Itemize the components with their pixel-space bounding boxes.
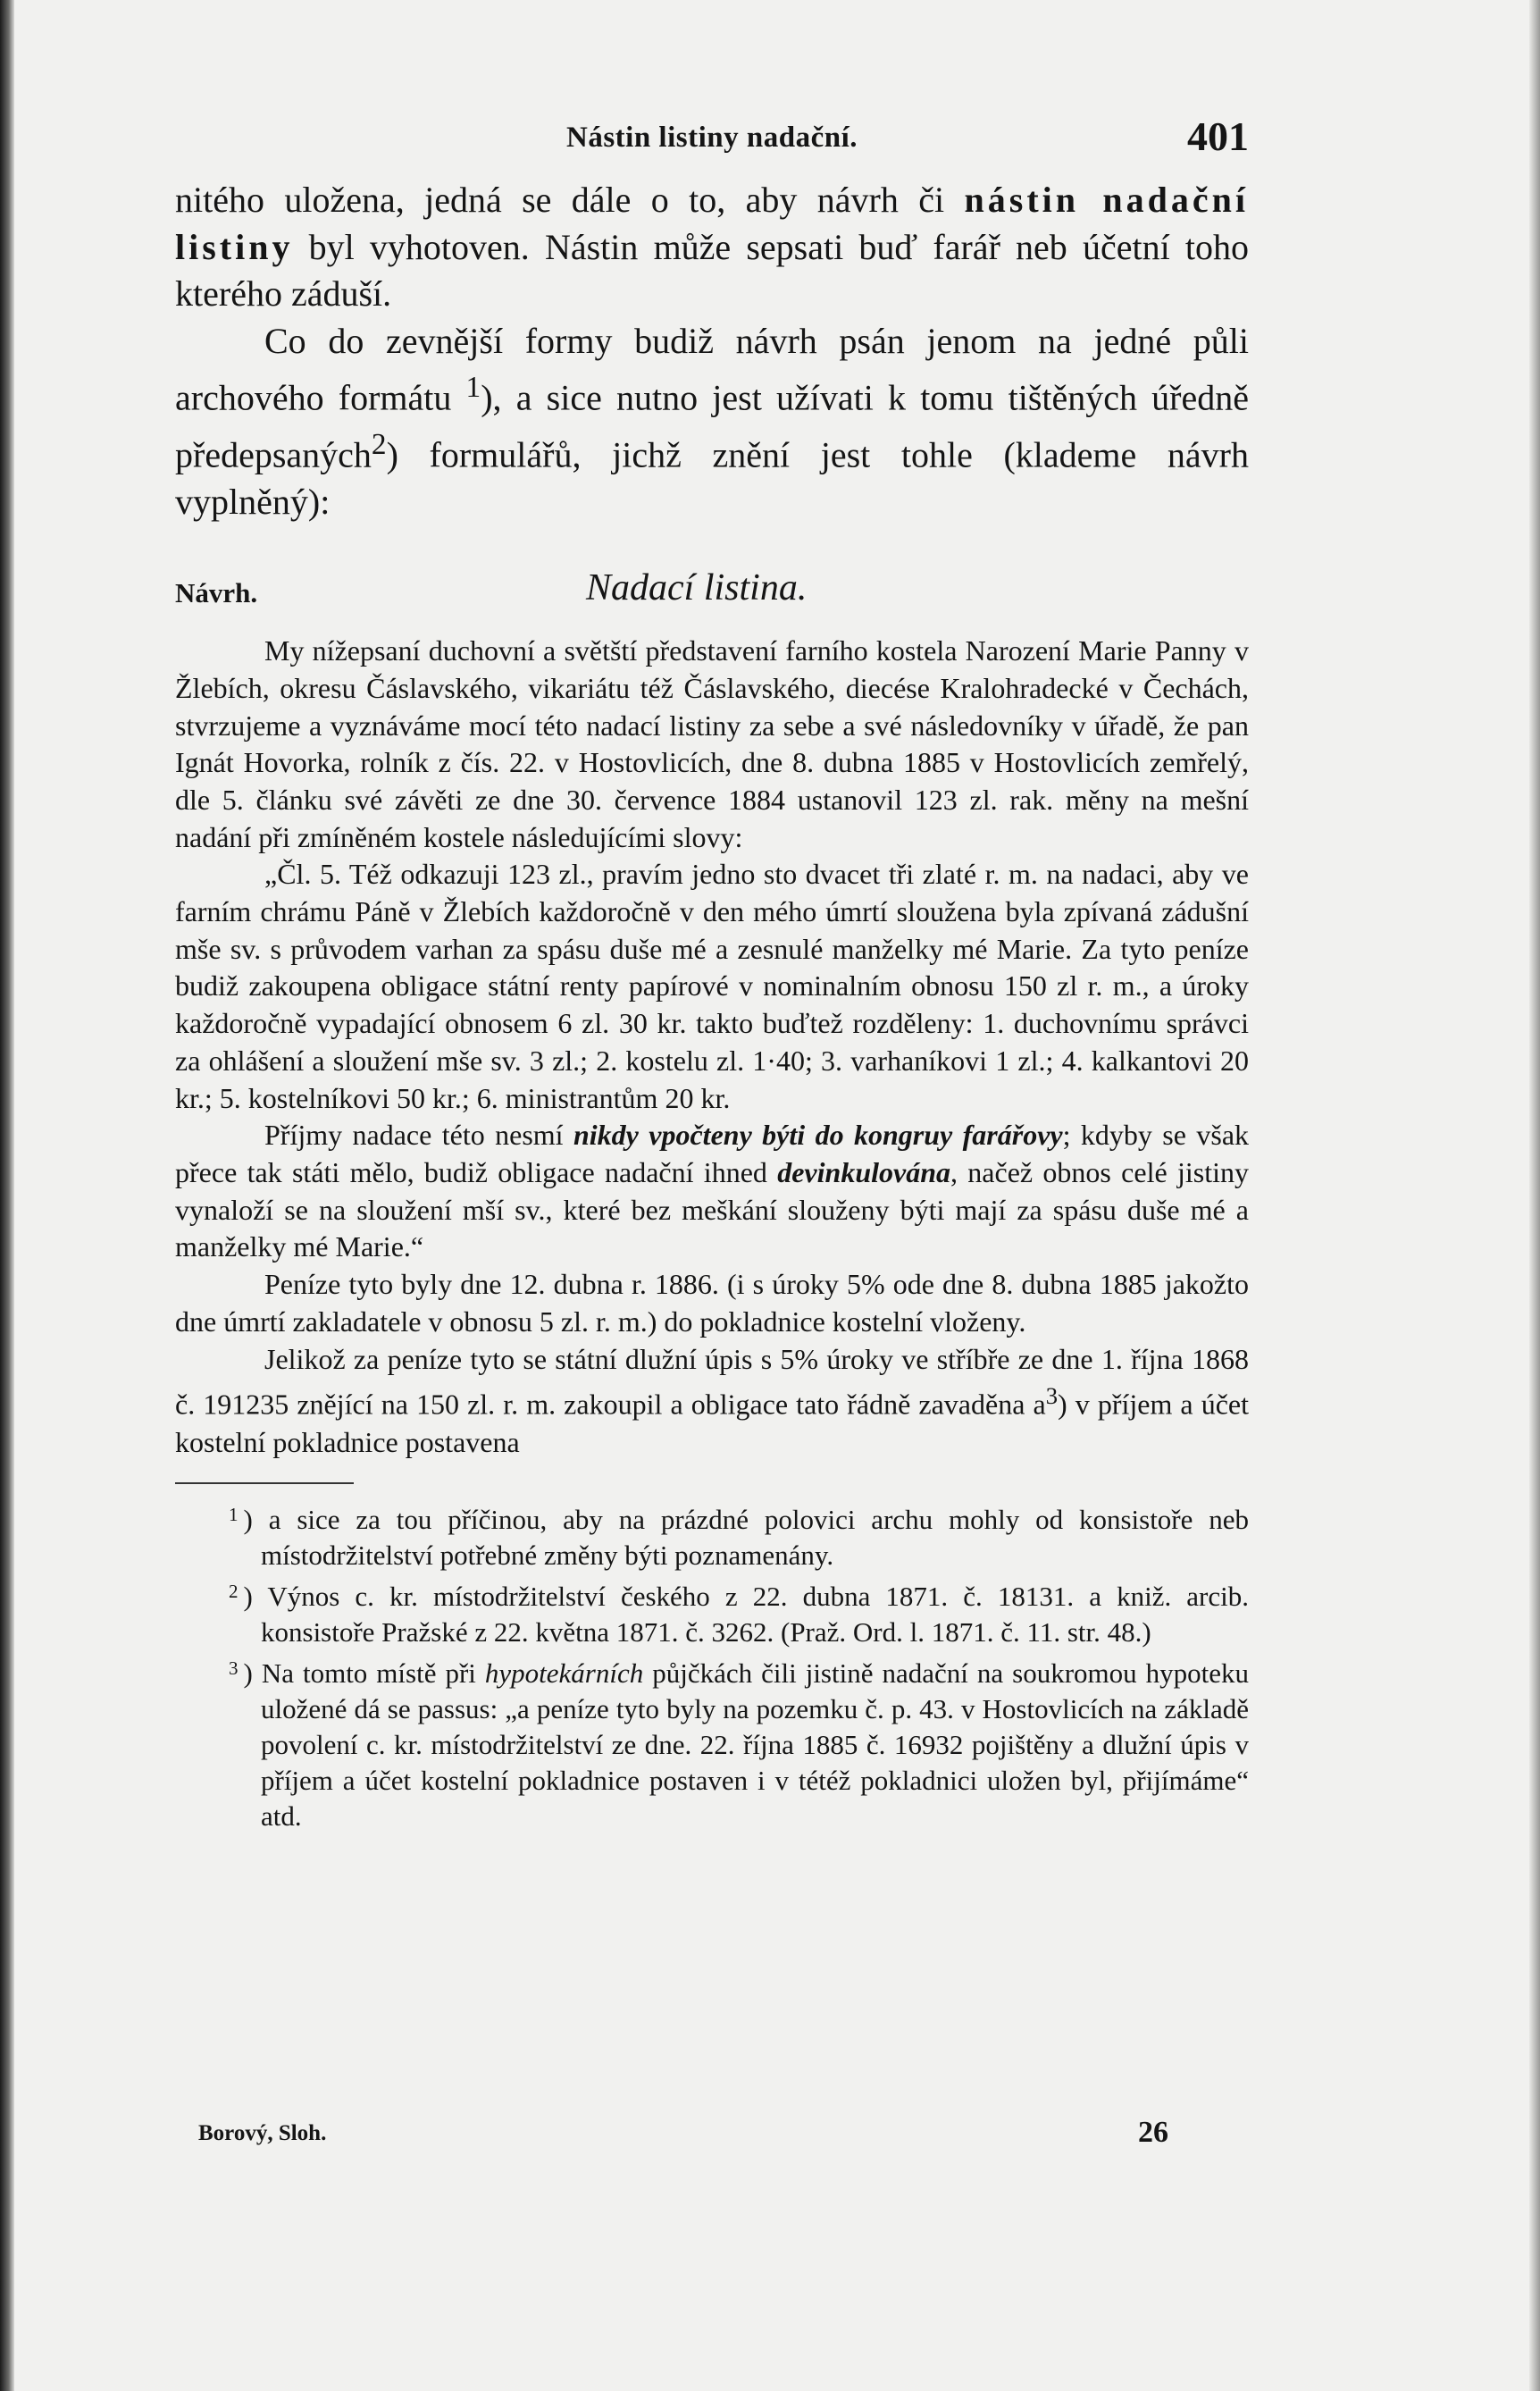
charter-paragraph-1: My nížepsaní duchovní a světští představení farního kostela Narození Marie Panny v Žlebích, okresu Čáslavského, vikariátu též Čáslavského, diecése Kralohradecké v Čechách, stvrzujeme a vyznáváme mocí této nadací listiny za sebe a své následovníky v úřadě, že pan Ignát Hovorka, rolník z čís. 22. v Hostovlicích, dne 8. dubna 1885 v Hostovlicích zemřelý, dle 5. článku své závěti ze dne 30. července 1884 ustanovil 123 zl. rak. měny na mešní nadání při zmíněném kostele následujícími slovy:	[175, 634, 1249, 853]
charter-text	[175, 633, 1249, 1461]
footnote-ref-3: 3	[1045, 1382, 1059, 1410]
footnote-ref-2: 2	[371, 427, 387, 461]
page-number: 401	[1187, 113, 1249, 159]
footnote-3: $^3$ ) Na tomto místě při hypotekárních půjčkách čili jistině nadační na soukromou hypoteku uložené dá se passus: „a peníze tyto byly na pozemku č. p. 43. v Hostovlicích na základě povolení c. kr. místodržitelství ze dne. 22. října 1885 č. 16932 pojištěny a dlužní úpis v příjem a účet kostelní pokladnice postaven i v tétéž pokladnici uložen byl, přijímáme“ atd.	[229, 1657, 1249, 1833]
form-heading	[175, 558, 1249, 633]
charter-paragraph-4: Peníze tyto byly dne 12. dubna r. 1886. (i s úroky 5% ode dne 8. dubna 1885 jakožto dne úmrtí zakladatele v obnosu 5 zl. r. m.) do pokladnice kostelní vloženy.	[175, 1268, 1249, 1338]
footnote-2: $^2$ ) Výnos c. kr. místodržitelství českého z 22. dubna 1871. č. 18131. a kniž. arcib. konsistoře Pražské z 22. května 1871. č. 3262. (Praž. Ord. l. 1871. č. 11. str. 48.)	[229, 1581, 1249, 1649]
intro-paragraph-2: Co do zevnější formy budiž návrh psán jenom na jedné půli archového formátu $^1$), a sice nutno jest užívati k tomu tištěných úředně předepsaných$^2$) formulářů, jichž znění jest tohle (klademe návrh vyplněný):	[175, 320, 1249, 522]
sheet-number: 26	[1138, 2116, 1168, 2149]
intro-paragraph-1: nitého uložena, jedná se dále o to, aby návrh či nástin nadační listiny byl vyhotoven. Nástin může sepsati buď farář neb účetní toho kterého záduší.	[175, 180, 1249, 314]
footnote-divider	[175, 1482, 354, 1484]
printer-signature: Borový, Sloh.	[198, 2121, 327, 2145]
form-title: Nadací listina.	[586, 567, 808, 609]
footnote-1: $^1$ ) a sice za tou příčinou, aby na prázdné polovici archu mohly od konsistoře neb místodržitelství potřebné změny býti poznamenány.	[229, 1504, 1250, 1572]
spaced-term: nástin nadační listiny	[175, 180, 1249, 267]
footnote-ref-1: 1	[465, 371, 481, 404]
charter-paragraph-2: „Čl. 5. Též odkazuji 123 zl., pravím jedno sto dvacet tři zlaté r. m. na nadaci, aby ve farním chrámu Páně v Žlebích každoročně v den mého úmrtí sloužena byla zpívaná zádušní mše sv. s průvodem varhan za spásu duše mé a zesnulé manželky mé Marie. Za tyto peníze budiž zakoupena obligace státní renty papírové v nominalním obnosu 150 zl r. m., a úroky každoročně vypadající obnosem 6 zl. 30 kr. takto buďtež rozděleny: 1. duchovnímu správci za ohlášení a sloužení mše sv. 3 zl.; 2. kostelu zl. 1·40; 3. varhaníkovi 1 zl.; 4. kalkantovi 20 kr.; 5. kostelníkovi 50 kr.; 6. ministrantům 20 kr.	[175, 858, 1249, 1114]
footnotes	[175, 1497, 1249, 1834]
binding-edge	[0, 0, 14, 2391]
main-text	[175, 177, 1249, 1834]
form-label: Návrh.	[175, 577, 258, 609]
charter-paragraph-5: Jelikož za peníze tyto se státní dlužní úpis s 5% úroky ve stříbře ze dne 1. října 1868 č. 191235 znějící na 150 zl. r. m. zakoupil a obligace tato řádně zavaděna $a^3$) v příjem a účet kostelní pokladnice postavena	[175, 1342, 1250, 1458]
page-edge	[1529, 0, 1540, 2391]
running-head: Nástin listiny nadační.	[566, 122, 858, 154]
charter-paragraph-3: Příjmy nadace této nesmí nikdy vpočteny býti do kongruy farářovy; kdyby se však přece tak státi mělo, budiž obligace nadační ihned devinkulována, načež obnos celé jistiny vynaloží se na sloužení mší sv., které bez meškání slouženy býti mají za spásu duše mé a manželky mé Marie.“	[175, 1119, 1250, 1263]
page-header	[175, 113, 1249, 166]
